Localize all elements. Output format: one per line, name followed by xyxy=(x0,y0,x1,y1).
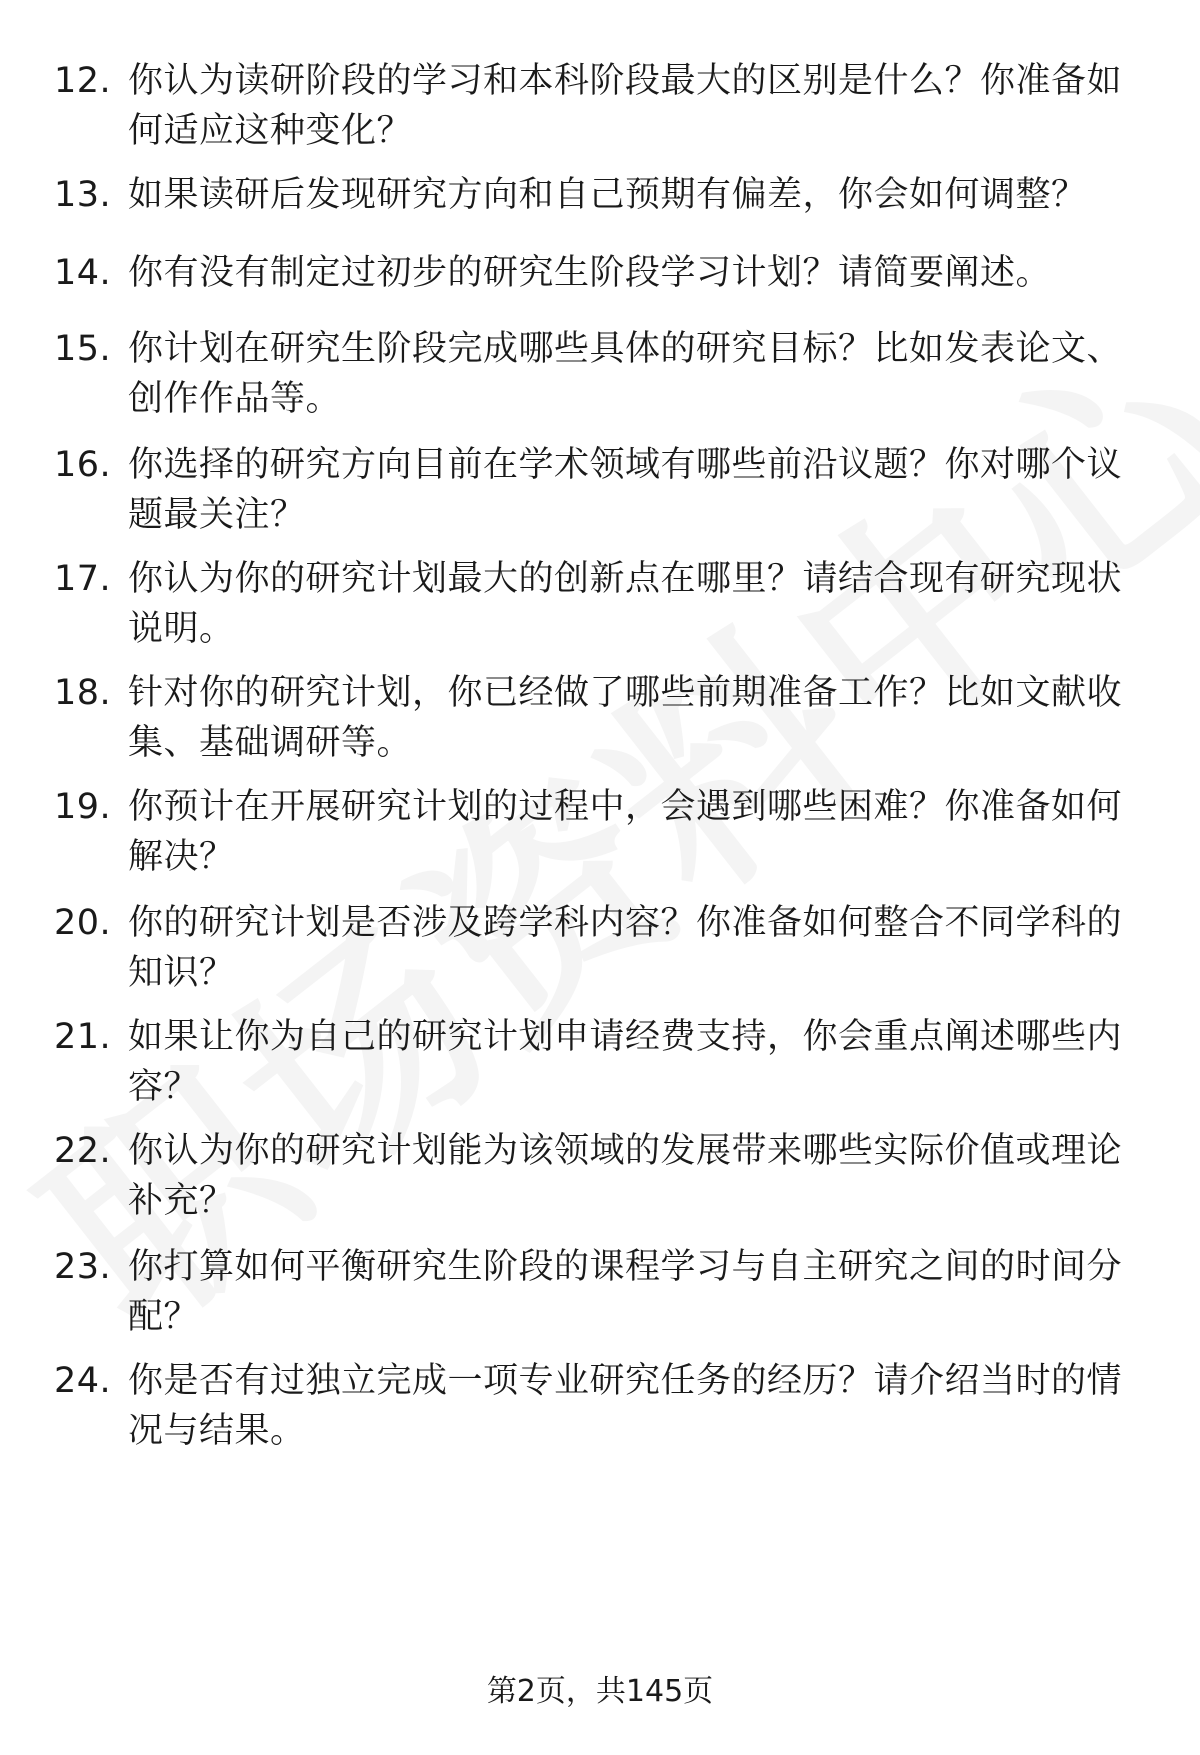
question-item xyxy=(54,1356,1144,1456)
question-number: 13. xyxy=(54,175,112,215)
question-number: 24. xyxy=(54,1361,112,1401)
question-item xyxy=(54,440,1144,540)
question-item xyxy=(54,1242,1144,1342)
question-text: 你计划在研究生阶段完成哪些具体的研究目标？比如发表论文、创作作品等。 xyxy=(128,329,1123,419)
question-number: 18. xyxy=(54,673,112,713)
page-number-footer: 第2页，共145页 xyxy=(486,1674,714,1709)
question-number: 23. xyxy=(54,1247,112,1287)
question-text: 你打算如何平衡研究生阶段的课程学习与自主研究之间的时间分配？ xyxy=(128,1247,1123,1337)
question-number: 22. xyxy=(54,1131,112,1171)
question-text: 你认为读研阶段的学习和本科阶段最大的区别是什么？你准备如何适应这种变化？ xyxy=(128,61,1123,151)
question-number: 21. xyxy=(54,1017,112,1057)
question-text: 你认为你的研究计划能为该领域的发展带来哪些实际价值或理论补充？ xyxy=(128,1131,1123,1221)
question-number: 14. xyxy=(54,253,112,293)
question-text: 你认为你的研究计划最大的创新点在哪里？请结合现有研究现状说明。 xyxy=(128,559,1123,649)
question-number: 19. xyxy=(54,787,112,827)
question-item xyxy=(54,324,1144,424)
question-text: 你有没有制定过初步的研究生阶段学习计划？请简要阐述。 xyxy=(128,253,1052,293)
question-item xyxy=(54,782,1144,882)
question-number: 15. xyxy=(54,329,112,369)
question-text: 如果让你为自己的研究计划申请经费支持，你会重点阐述哪些内容？ xyxy=(128,1017,1123,1107)
question-item xyxy=(54,1126,1144,1226)
question-number: 12. xyxy=(54,61,112,101)
question-number: 16. xyxy=(54,445,112,485)
question-item xyxy=(54,248,1144,298)
question-number: 17. xyxy=(54,559,112,599)
question-text: 你选择的研究方向目前在学术领域有哪些前沿议题？你对哪个议题最关注？ xyxy=(128,445,1123,535)
question-text: 如果读研后发现研究方向和自己预期有偏差，你会如何调整？ xyxy=(128,175,1087,215)
question-item xyxy=(54,898,1144,998)
question-item xyxy=(54,170,1144,220)
question-item xyxy=(54,554,1144,654)
question-text: 你的研究计划是否涉及跨学科内容？你准备如何整合不同学科的知识？ xyxy=(128,903,1123,993)
question-item xyxy=(54,1012,1144,1112)
question-item xyxy=(54,668,1144,768)
question-text: 你是否有过独立完成一项专业研究任务的经历？请介绍当时的情况与结果。 xyxy=(128,1361,1123,1451)
question-number: 20. xyxy=(54,903,112,943)
question-text: 你预计在开展研究计划的过程中，会遇到哪些困难？你准备如何解决？ xyxy=(128,787,1123,877)
question-text: 针对你的研究计划，你已经做了哪些前期准备工作？比如文献收集、基础调研等。 xyxy=(128,673,1123,763)
question-item xyxy=(54,56,1144,156)
